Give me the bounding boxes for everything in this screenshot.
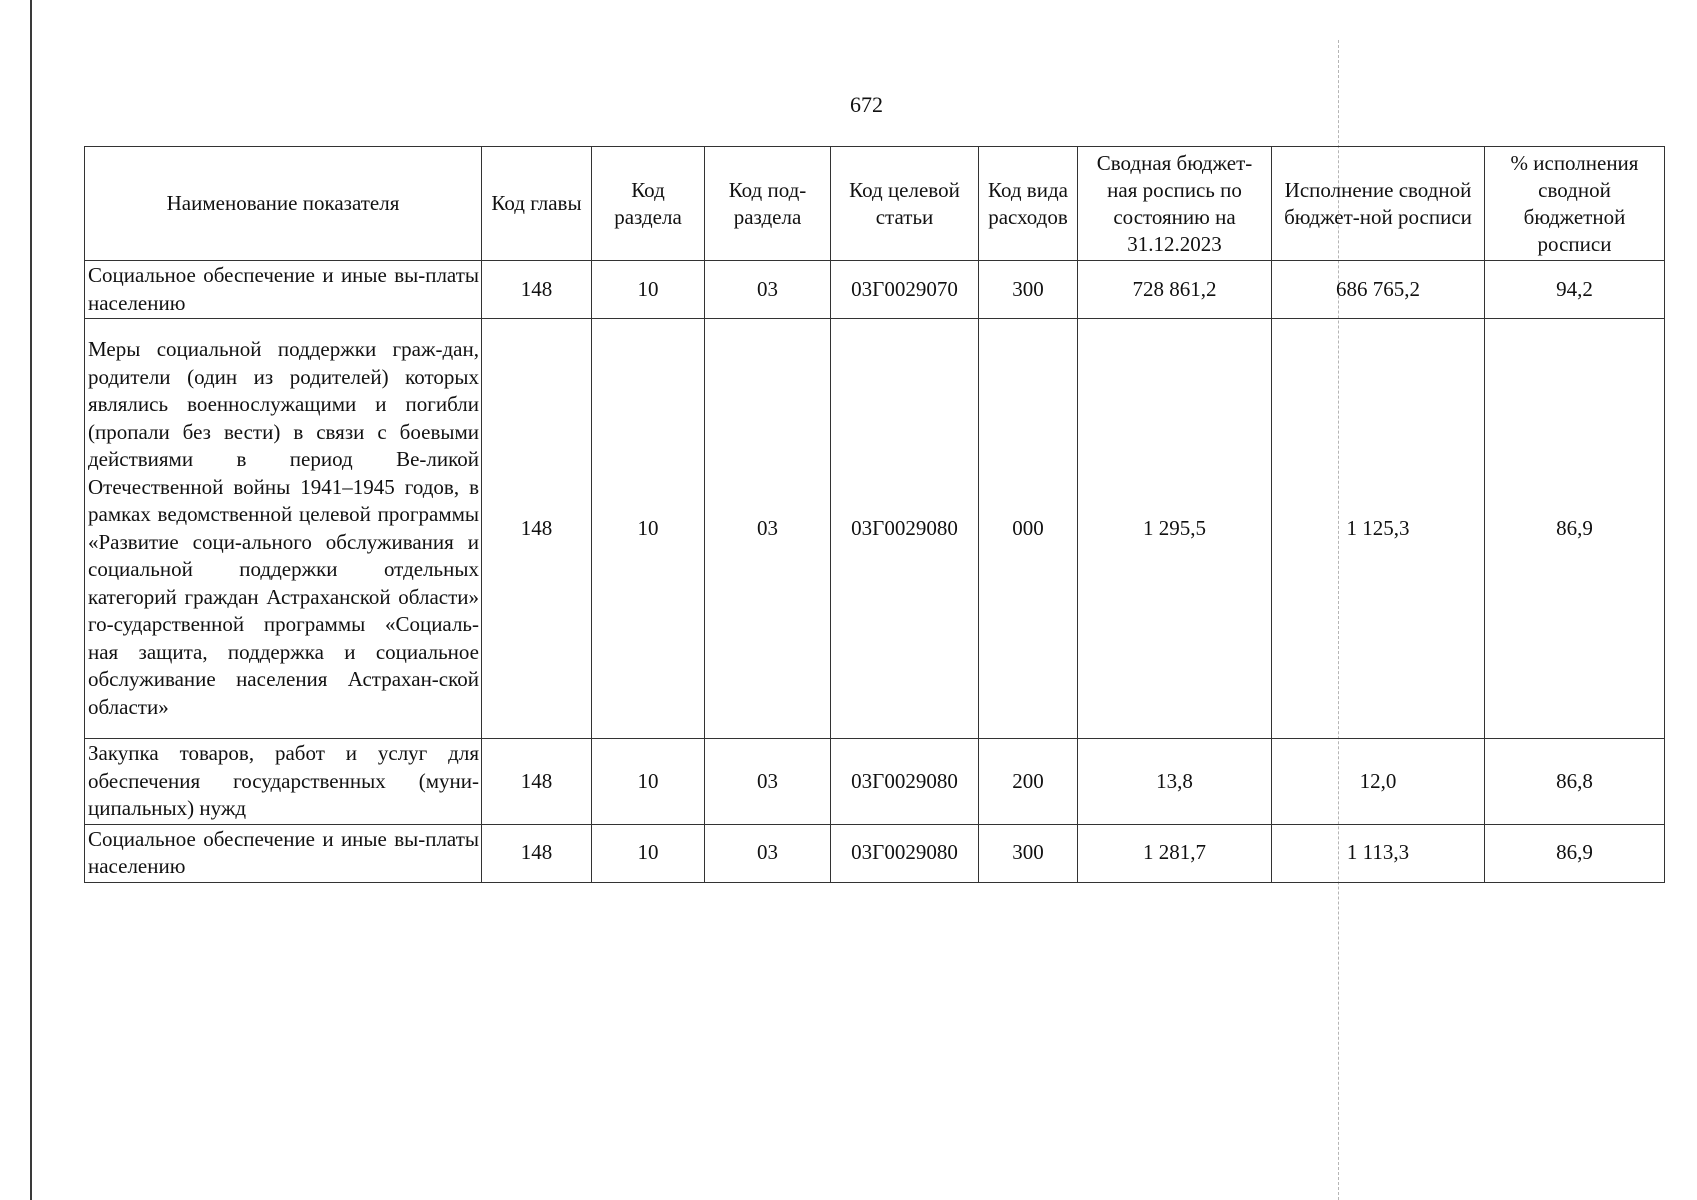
header-section-code: Код раздела [592,147,705,261]
row-target: 03Г0029080 [831,739,979,825]
header-target-code: Код целевой статьи [831,147,979,261]
row-plan: 728 861,2 [1078,261,1272,319]
row-expense-type: 300 [979,824,1078,882]
row-execution: 1 125,3 [1272,319,1485,739]
row-section: 10 [592,261,705,319]
row-execution: 686 765,2 [1272,261,1485,319]
header-name: Наименование показателя [85,147,482,261]
row-expense-type: 300 [979,261,1078,319]
row-target: 03Г0029070 [831,261,979,319]
row-name: Социальное обеспечение и иные вы-платы населению [85,261,482,319]
row-name: Закупка товаров, работ и услуг для обеспечения государственных (муни-ципальных) нужд [85,739,482,825]
row-chapter: 148 [482,739,592,825]
row-percent: 94,2 [1485,261,1665,319]
header-chapter-code: Код главы [482,147,592,261]
row-chapter: 148 [482,261,592,319]
header-subsection-code: Код под-раздела [705,147,831,261]
row-section: 10 [592,739,705,825]
header-budget-plan: Сводная бюджет-ная роспись по состоянию на 31.12.2023 [1078,147,1272,261]
header-execution-percent: % исполнения сводной бюджетной росписи [1485,147,1665,261]
row-section: 10 [592,824,705,882]
row-target: 03Г0029080 [831,319,979,739]
row-execution: 1 113,3 [1272,824,1485,882]
row-chapter: 148 [482,319,592,739]
row-subsection: 03 [705,319,831,739]
row-execution: 12,0 [1272,739,1485,825]
row-subsection: 03 [705,739,831,825]
row-section: 10 [592,319,705,739]
row-expense-type: 200 [979,739,1078,825]
page-number: 672 [850,92,883,117]
table-row [85,319,1665,739]
row-chapter: 148 [482,824,592,882]
table-row [85,739,1665,825]
row-name: Социальное обеспечение и иные вы-платы населению [85,824,482,882]
row-target: 03Г0029080 [831,824,979,882]
table-row [85,261,1665,319]
row-subsection: 03 [705,824,831,882]
row-percent: 86,9 [1485,319,1665,739]
budget-execution-table [84,146,1665,883]
table-header-row [85,147,1665,261]
header-execution: Исполнение сводной бюджет-ной росписи [1272,147,1485,261]
header-expense-type-code: Код вида расходов [979,147,1078,261]
row-percent: 86,8 [1485,739,1665,825]
row-name: Меры социальной поддержки граж-дан, родители (один из родителей) которых являлись военнослужащими и погибли (пропали без вести) в связи с боевыми действиями в период Ве-ликой Отечественной войны 1941–1945 годов, в рамках ведомственной целевой программы «Развитие соци-ального обслуживания и социальной поддержки отдельных категорий граждан Астраханской области» го-сударственной программы «Социаль-ная защита, поддержка и социальное обслуживание населения Астрахан-ской области» [85,319,482,739]
row-plan: 1 281,7 [1078,824,1272,882]
row-subsection: 03 [705,261,831,319]
row-expense-type: 000 [979,319,1078,739]
row-plan: 1 295,5 [1078,319,1272,739]
table-row [85,824,1665,882]
binding-edge-line [30,0,32,1200]
row-percent: 86,9 [1485,824,1665,882]
row-plan: 13,8 [1078,739,1272,825]
